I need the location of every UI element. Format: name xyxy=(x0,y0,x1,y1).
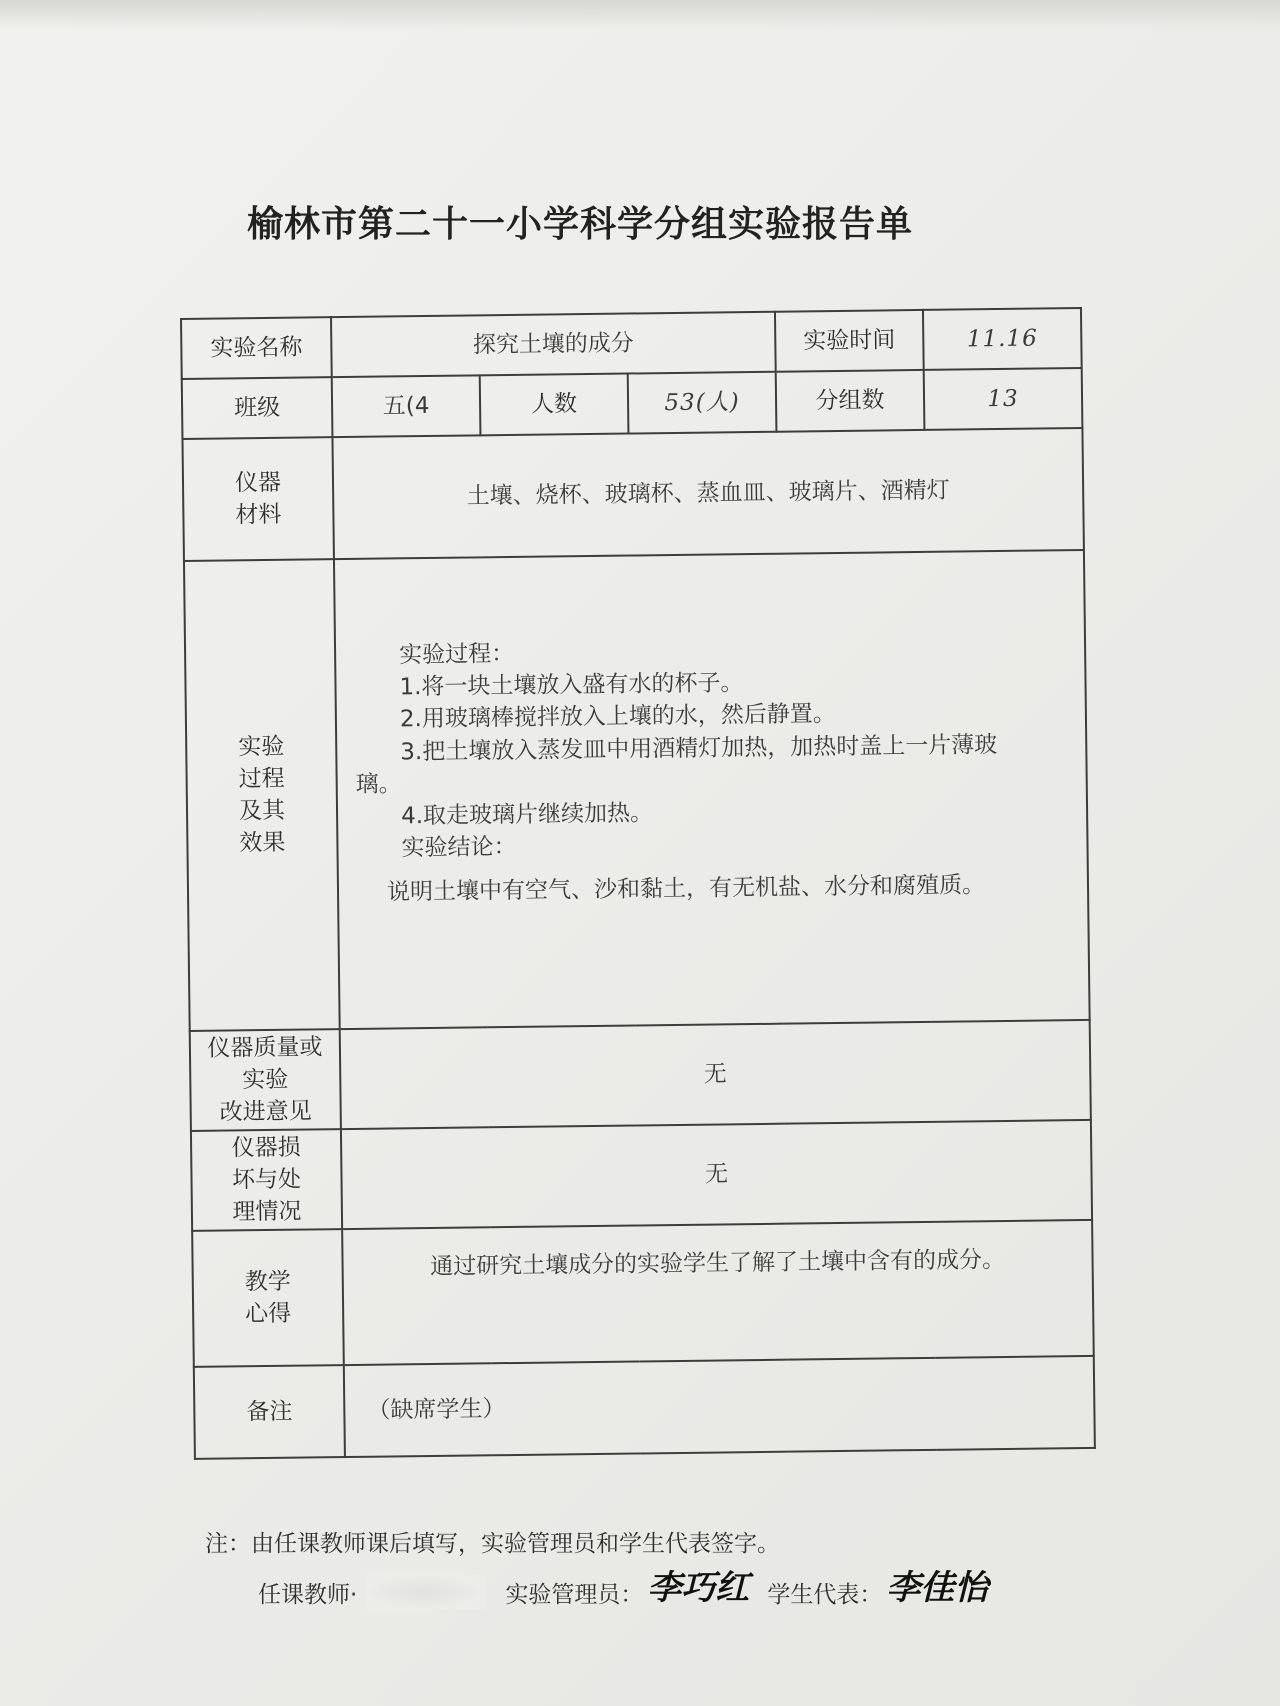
quality-label-line-1: 仪器质量或 xyxy=(207,1034,323,1062)
teaching-label xyxy=(192,1229,344,1367)
materials-label-line-1: 仪器 xyxy=(234,469,282,497)
report-title: 榆林市第二十一小学科学分组实验报告单 xyxy=(246,204,913,245)
remarks-value: （缺席学生） xyxy=(344,1356,1095,1457)
process-step-2: 2.用玻璃棒搅拌放入上壤的水，然后静置。 xyxy=(399,701,837,733)
process-label-line-2: 过程 xyxy=(238,765,285,793)
admin-signature: 李巧红 xyxy=(647,1568,750,1608)
process-step-4: 4.取走玻璃片继续加热。 xyxy=(400,800,654,830)
quality-value: 无 xyxy=(340,1020,1091,1129)
count-value: 53(人) xyxy=(628,372,777,434)
process-step-1: 1.将一块土壤放入盛有水的杯子。 xyxy=(399,670,744,701)
quality-label-line-2: 实验 xyxy=(242,1066,289,1094)
process-label-line-1: 实验 xyxy=(238,733,285,760)
row-materials xyxy=(182,428,1083,561)
teaching-label-line-1: 教学 xyxy=(244,1268,291,1296)
row-process xyxy=(184,550,1090,1031)
groups-label: 分组数 xyxy=(776,370,925,432)
damage-label-line-3: 理情况 xyxy=(232,1198,302,1226)
damage-label-line-1: 仪器损 xyxy=(231,1134,301,1162)
experiment-name-label: 实验名称 xyxy=(181,317,332,379)
row-remarks xyxy=(194,1356,1095,1459)
experiment-name-value: 探究土壤的成分 xyxy=(331,312,776,377)
groups-value: 13 xyxy=(924,368,1083,430)
teacher-label: 任课教师· xyxy=(258,1582,358,1608)
student-signature: 李佳怡 xyxy=(886,1568,989,1608)
class-value: 五(4 xyxy=(332,375,481,437)
footer-note: 注：由任课教师课后填写，实验管理员和学生代表签字。 xyxy=(205,1531,780,1557)
damage-value: 无 xyxy=(341,1120,1092,1229)
materials-value: 土壤、烧杯、玻璃杯、蒸血皿、玻璃片、酒精灯 xyxy=(332,428,1083,559)
conclusion-text: 说明土壤中有空气、沙和黏土，有无机盐、水分和腐殖质。 xyxy=(386,872,986,906)
process-label xyxy=(184,559,340,1031)
class-label: 班级 xyxy=(182,377,333,439)
row-teaching xyxy=(192,1220,1094,1367)
process-content xyxy=(334,550,1090,1029)
row-damage xyxy=(191,1120,1092,1231)
materials-label-line-2: 材料 xyxy=(235,501,282,529)
report-table xyxy=(180,307,1096,1460)
teaching-label-line-2: 心得 xyxy=(245,1300,292,1328)
row-experiment-name xyxy=(181,308,1082,379)
process-heading: 实验过程： xyxy=(398,640,515,669)
admin-label: 实验管理员： xyxy=(505,1582,644,1608)
experiment-time-label: 实验时间 xyxy=(775,310,924,372)
process-label-line-3: 及其 xyxy=(238,797,286,825)
conclusion-heading: 实验结论： xyxy=(401,834,517,862)
damage-label-line-2: 坏与处 xyxy=(231,1166,302,1194)
experiment-time-value: 11.16 xyxy=(923,308,1082,370)
quality-label xyxy=(190,1029,341,1131)
signature-row xyxy=(258,1560,1006,1609)
student-label: 学生代表： xyxy=(767,1582,883,1608)
materials-label xyxy=(182,437,333,561)
count-label: 人数 xyxy=(480,374,629,436)
process-step-3-cont: 璃。 xyxy=(355,771,402,798)
row-quality xyxy=(190,1020,1091,1131)
process-label-line-4: 效果 xyxy=(239,829,286,857)
teacher-signature-redacted xyxy=(365,1575,485,1609)
remarks-label: 备注 xyxy=(194,1365,345,1459)
damage-label xyxy=(191,1129,342,1231)
teaching-value: 通过研究土壤成分的实验学生了解了土壤中含有的成分。 xyxy=(342,1220,1094,1365)
row-class xyxy=(182,368,1083,439)
quality-label-line-3: 改进意见 xyxy=(219,1098,312,1126)
process-step-3: 3.把土壤放入蒸发皿中用酒精灯加热，加热时盖上一片薄玻 xyxy=(400,731,998,765)
paper-edge-shadow xyxy=(0,0,1280,30)
